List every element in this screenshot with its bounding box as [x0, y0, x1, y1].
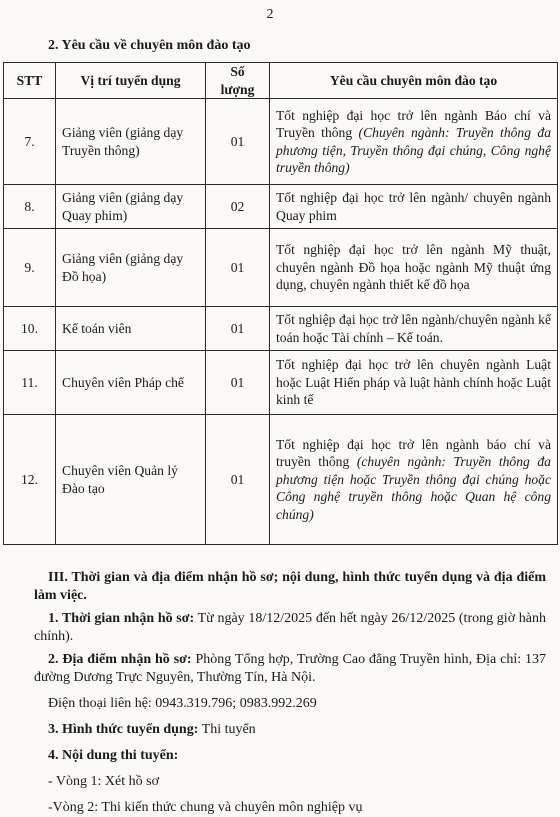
table-row	[4, 185, 558, 229]
requirement-text: Tốt nghiệp đại học trở lên ngành Mỹ thuật, chuyên ngành Đồ họa hoặc ngành Mỹ thuật ứng dụng, chuyên ngành thiết kế đồ họa	[276, 242, 551, 293]
row-position: Chuyên viên Pháp chế	[56, 351, 206, 415]
page-number: 2	[266, 7, 274, 22]
requirement-text: Tốt nghiệp đại học trở lên ngành/ chuyên ngành Quay phim	[276, 190, 551, 223]
row-requirement	[270, 229, 558, 307]
row-position: Chuyên viên Quản lý Đào tạo	[56, 415, 206, 545]
exam-round-1: - Vòng 1: Xét hồ sơ	[48, 774, 159, 789]
table-row	[4, 229, 558, 307]
row-stt: 7.	[4, 99, 56, 185]
requirement-text: Tốt nghiệp đại học trở lên ngành Báo chí và Truyền thông	[276, 107, 551, 140]
row-requirement	[270, 185, 558, 229]
row-position: Giảng viên (giảng dạy Đồ họa)	[56, 229, 206, 307]
row-requirement	[270, 307, 558, 351]
receipt-location	[0, 651, 560, 687]
row-quantity: 01	[206, 229, 270, 307]
receipt-location-text: Phòng Tổng hợp, Trường Cao đẳng Truyền hình, Địa chỉ: 137 đường Dương Trực Nguyên, Thường Tín, Hà Nội.	[34, 652, 547, 685]
table-row	[4, 307, 558, 351]
requirement-text: Tốt nghiệp đại học trở lên chuyên ngành Luật hoặc Luật Hiến pháp và luật hành chính hoặc Luật kinh tế	[276, 357, 551, 408]
recruitment-form-label: 3. Hình thức tuyển dụng:	[48, 722, 199, 737]
table-row	[4, 351, 558, 415]
section-heading: 2. Yêu cầu về chuyên môn đào tạo	[48, 38, 251, 53]
requirement-text: Tốt nghiệp đại học trở lên ngành báo chí và truyền thông	[276, 436, 551, 470]
row-requirement	[270, 415, 558, 545]
row-stt: 10.	[4, 307, 56, 351]
row-quantity: 02	[206, 185, 270, 229]
contact-phone: Điện thoại liên hệ: 0943.319.796; 0983.992.269	[48, 696, 317, 711]
receipt-time-text: Từ ngày 18/12/2025 đến hết ngày 26/12/2025 (trong giờ hành chính).	[34, 611, 546, 644]
table-row	[4, 415, 558, 545]
requirement-text: Tốt nghiệp đại học trở lên ngành/chuyên ngành kế toán hoặc Tài chính – Kế toán.	[276, 312, 551, 345]
row-position: Kế toán viên	[56, 307, 206, 351]
header-position: Vị trí tuyển dụng	[56, 63, 206, 99]
row-stt: 12.	[4, 415, 56, 545]
row-position: Giảng viên (giảng dạy Quay phim)	[56, 185, 206, 229]
receipt-time-label: 1. Thời gian nhận hồ sơ:	[48, 611, 195, 626]
row-position: Giảng viên (giảng dạy Truyền thông)	[56, 99, 206, 185]
header-quantity: Số lượng	[206, 63, 270, 99]
receipt-location-label: 2. Địa điểm nhận hồ sơ:	[48, 652, 192, 667]
row-stt: 9.	[4, 229, 56, 307]
header-stt: STT	[4, 63, 56, 99]
row-stt: 11.	[4, 351, 56, 415]
requirement-specialization: (chuyên ngành: Truyền thông đa phương tiện hoặc Truyền thông đại chúng hoặc Công nghệ truyền thông hoặc Quan hệ công chúng)	[276, 454, 551, 522]
recruitment-form	[0, 721, 560, 739]
requirement-specialization: (Chuyên ngành: Truyền thông đa phương tiện, Truyền thông đại chúng, Công nghệ truyền thông)	[276, 125, 552, 175]
exam-content-heading: 4. Nội dung thi tuyển:	[48, 748, 179, 763]
row-quantity: 01	[206, 415, 270, 545]
recruitment-table	[3, 62, 558, 545]
row-quantity: 01	[206, 307, 270, 351]
header-requirement: Yêu cầu chuyên môn đào tạo	[270, 63, 558, 99]
section-three-heading: III. Thời gian và địa điểm nhận hồ sơ; nội dung, hình thức tuyển dụng và địa điểm làm việc.	[34, 570, 546, 603]
receipt-time	[0, 610, 560, 646]
row-requirement	[270, 351, 558, 415]
exam-round-2: -Vòng 2: Thi kiến thức chung và chuyên môn nghiệp vụ	[48, 800, 363, 815]
row-requirement	[270, 99, 558, 185]
recruitment-form-text: Thi tuyển	[201, 722, 256, 737]
table-header-row	[4, 63, 558, 99]
section-three	[0, 569, 560, 817]
row-quantity: 01	[206, 99, 270, 185]
row-stt: 8.	[4, 185, 56, 229]
row-quantity: 01	[206, 351, 270, 415]
table-row	[4, 99, 558, 185]
